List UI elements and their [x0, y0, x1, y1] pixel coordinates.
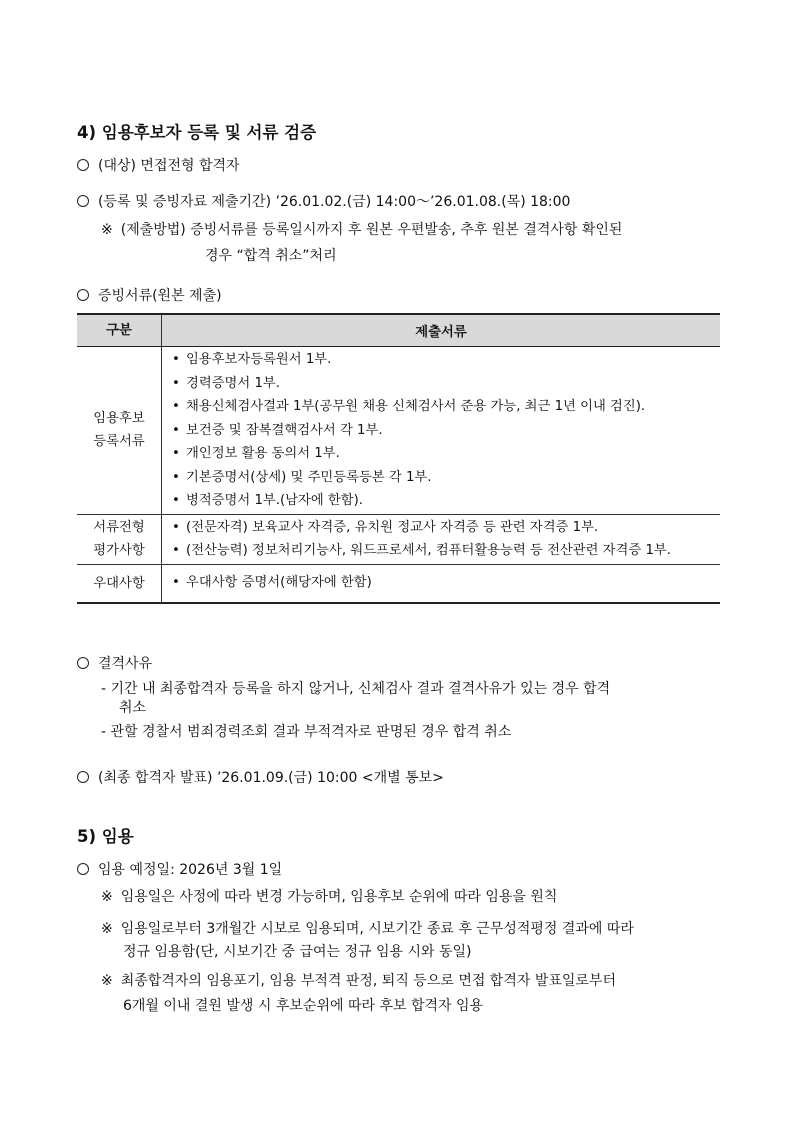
reference-mark-icon: ※ — [101, 222, 113, 238]
table-row — [77, 514, 720, 564]
table-header-documents: 제출서류 — [162, 314, 721, 347]
documents-table — [77, 313, 720, 604]
list-item: • 임용후보자등록원서 1부. — [172, 348, 720, 372]
table-row-items — [162, 564, 721, 603]
method-note — [101, 219, 622, 239]
section-5-title: 5) 임용 — [77, 827, 134, 846]
table-row-items — [162, 347, 721, 515]
category-line: 우대사항 — [93, 575, 145, 591]
reference-mark-icon: ※ — [101, 973, 113, 989]
list-item: • (전문자격) 보육교사 자격증, 유치원 정교사 자격증 등 관련 자격증 1부. — [172, 516, 720, 540]
list-item: • 보건증 및 잠복결핵검사서 각 1부. — [172, 419, 720, 443]
announce-text: (최종 합격자 발표) ’26.01.09.(금) 10:00 <개별 통보> — [98, 770, 444, 786]
list-item: • 우대사항 증명서(해당자에 한함) — [172, 571, 720, 595]
table-row-category — [77, 514, 162, 564]
disqualification-1-line-1: - 기간 내 최종합격자 등록을 하지 않거나, 신체검사 결과 결격사유가 있는 경우 합격 — [101, 681, 611, 697]
disqualification-title: 결격사유 — [98, 656, 153, 672]
appointment-date-line — [77, 859, 282, 879]
disqualification-title-line — [77, 653, 152, 673]
list-item: • 채용신체검사결과 1부(공무원 채용 신체검사서 준용 가능, 최근 1년 이내 검진). — [172, 395, 720, 419]
method-line-2: 경우 “합격 취소”처리 — [205, 248, 337, 264]
table-row-category — [77, 564, 162, 603]
note-1 — [101, 886, 557, 906]
list-item: • (전산능력) 정보처리기능사, 워드프로세서, 컴퓨터활용능력 등 전산관련 자격증 1부. — [172, 539, 720, 563]
disqualification-2: - 관할 경찰서 범죄경력조회 결과 부적격자로 판명된 경우 합격 취소 — [101, 724, 512, 740]
category-line: 서류전형 — [93, 520, 145, 535]
category-line: 등록서류 — [93, 434, 145, 450]
category-line: 임용후보 — [93, 411, 145, 427]
list-item: • 병적증명서 1부.(남자에 한함). — [172, 489, 720, 513]
circle-bullet-icon — [77, 657, 89, 669]
note-2-line-2: 정규 임용함(단, 시보기간 중 급여는 정규 임용 시와 동일) — [123, 944, 472, 960]
note-2-line-1: 임용일로부터 3개월간 시보로 임용되며, 시보기간 종료 후 근무성적평정 결과에 따라 — [120, 921, 634, 937]
reference-mark-icon: ※ — [101, 889, 113, 905]
table-row-category — [77, 347, 162, 515]
circle-bullet-icon — [77, 195, 89, 207]
docs-title-text: 증빙서류(원본 제출) — [98, 288, 222, 304]
appointment-date-text: 임용 예정일: 2026년 3월 1일 — [98, 862, 283, 878]
table-row — [77, 347, 720, 515]
list-item: • 개인정보 활용 동의서 1부. — [172, 442, 720, 466]
target-line — [77, 155, 240, 175]
docs-title-line — [77, 285, 222, 305]
announce-line — [77, 767, 444, 787]
category-line: 평가사항 — [93, 543, 145, 558]
circle-bullet-icon — [77, 863, 89, 875]
circle-bullet-icon — [77, 159, 89, 171]
note-3 — [101, 970, 616, 990]
period-text: (등록 및 증빙자료 제출기간) ’26.01.02.(금) 14:00～’26.01.08.(목) 18:00 — [98, 194, 571, 210]
circle-bullet-icon — [77, 289, 89, 301]
disqualification-1-line-2: 취소 — [119, 700, 147, 716]
section-4-title: 4) 임용후보자 등록 및 서류 검증 — [77, 123, 317, 142]
reference-mark-icon: ※ — [101, 921, 113, 937]
note-1-text: 임용일은 사정에 따라 변경 가능하며, 임용후보 순위에 따라 임용을 원칙 — [120, 889, 558, 905]
note-3-line-1: 최종합격자의 임용포기, 임용 부적격 판정, 퇴직 등으로 면접 합격자 발표일로부터 — [120, 973, 616, 989]
table-row — [77, 564, 720, 603]
period-line — [77, 191, 570, 211]
circle-bullet-icon — [77, 771, 89, 783]
note-2 — [101, 918, 634, 938]
table-header-row — [77, 314, 720, 347]
list-item: • 경력증명서 1부. — [172, 372, 720, 396]
table-row-items — [162, 514, 721, 564]
list-item: • 기본증명서(상세) 및 주민등록등본 각 1부. — [172, 466, 720, 490]
target-text: (대상) 면접전형 합격자 — [98, 158, 240, 174]
table-header-category: 구분 — [77, 314, 162, 347]
method-line-1: (제출방법) 증빙서류를 등록일시까지 후 원본 우편발송, 추후 원본 결격사항 확인된 — [120, 222, 623, 238]
note-3-line-2: 6개월 이내 결원 발생 시 후보순위에 따라 후보 합격자 임용 — [123, 998, 484, 1014]
